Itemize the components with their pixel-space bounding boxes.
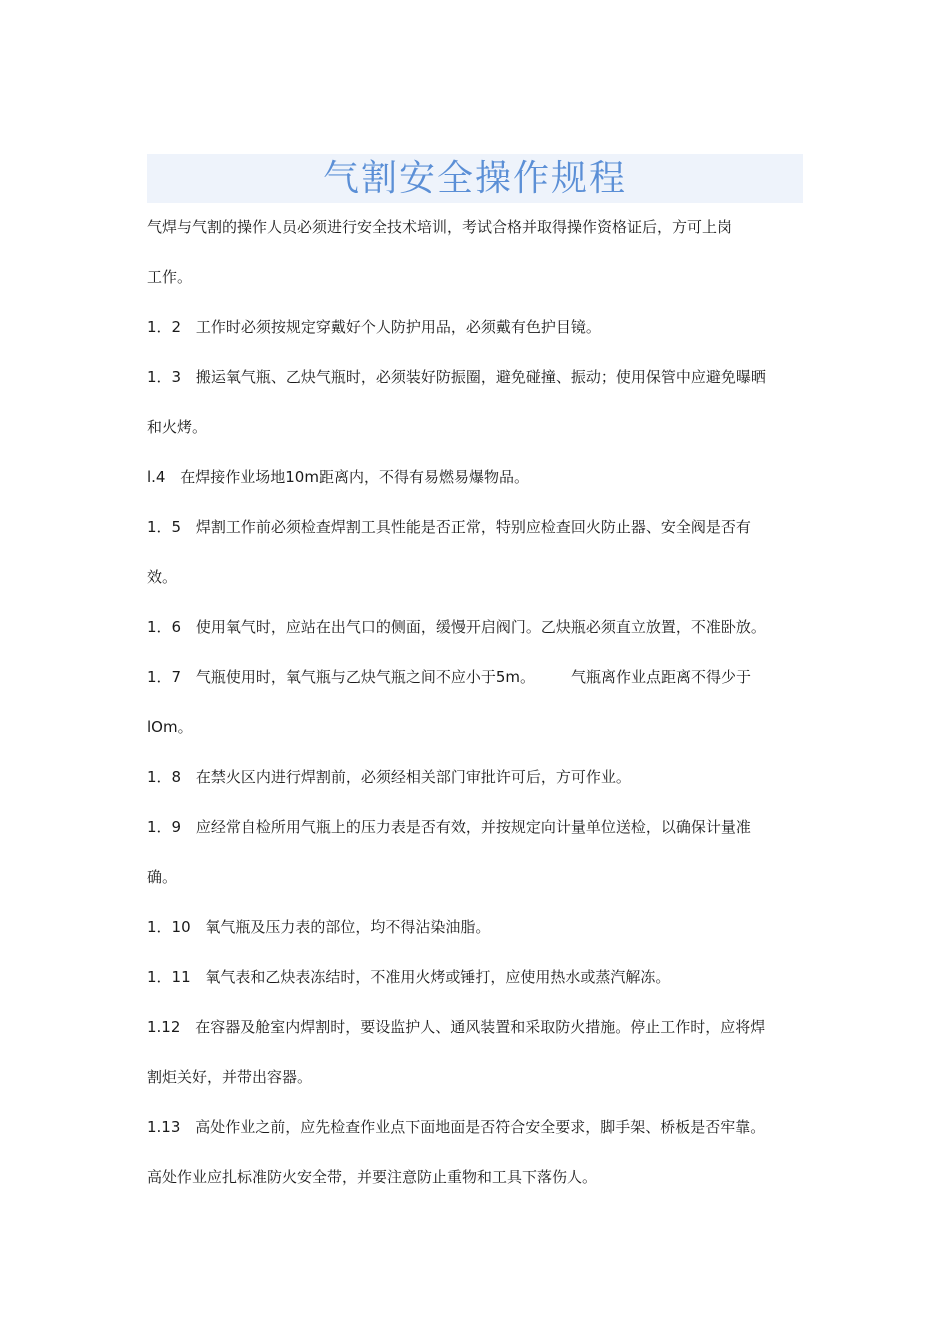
clause-1-13: [147, 1110, 807, 1160]
clause-number: 1．11: [147, 968, 191, 986]
clause-text: 工作时必须按规定穿戴好个人防护用品，必须戴有色护目镜。: [195, 318, 601, 336]
clause-1-8: [147, 760, 807, 810]
clause-text: 在禁火区内进行焊割前，必须经相关部门审批许可后，方可作业。: [195, 768, 631, 786]
title-band: [147, 154, 803, 203]
line-text: 工作。: [147, 268, 193, 286]
clause-1-6: [147, 610, 807, 660]
paragraph-line: [147, 260, 807, 310]
paragraph-line: [147, 210, 807, 260]
paragraph-line: [147, 1160, 807, 1210]
clause-1-2: [147, 310, 807, 360]
clause-1-10: [147, 910, 807, 960]
clause-1-9: [147, 810, 807, 860]
clause-text: 在焊接作业场地10m距离内，不得有易燃易爆物品。: [180, 468, 529, 486]
clause-number: 1．5: [147, 518, 182, 536]
paragraph-line: [147, 710, 807, 760]
clause-number: 1．2: [147, 318, 182, 336]
document-body: [147, 210, 807, 1210]
clause-number: 1.13: [147, 1118, 181, 1136]
clause-text: 高处作业之前，应先检查作业点下面地面是否符合安全要求，脚手架、桥板是否牢靠。: [195, 1118, 766, 1136]
clause-number: l.4: [147, 468, 166, 486]
page-title: 气割安全操作规程: [322, 157, 627, 199]
line-text: 效。: [147, 568, 178, 586]
clause-1-11: [147, 960, 807, 1010]
clause-text: 在容器及舱室内焊割时，要设监护人、通风装置和采取防火措施。停止工作时，应将焊: [195, 1018, 766, 1036]
line-text: 割炬关好，并带出容器。: [147, 1068, 313, 1086]
line-text: 气焊与气割的操作人员必须进行安全技术培训，考试合格并取得操作资格证后，方可上岗: [147, 218, 733, 236]
line-text: 确。: [147, 868, 178, 886]
paragraph-line: [147, 560, 807, 610]
clause-text: 使用氧气时，应站在出气口的侧面，缓慢开启阀门。乙炔瓶必须直立放置，不准卧放。: [195, 618, 766, 636]
clause-text: 氧气瓶及压力表的部位，均不得沾染油脂。: [205, 918, 491, 936]
clause-number: 1．10: [147, 918, 191, 936]
clause-text: 应经常自检所用气瓶上的压力表是否有效，并按规定向计量单位送检，以确保计量准: [195, 818, 751, 836]
clause-1-7: [147, 660, 807, 710]
paragraph-line: [147, 1060, 807, 1110]
clause-number: 1．7: [147, 668, 182, 686]
clause-number: 1．6: [147, 618, 182, 636]
clause-1-3: [147, 360, 807, 410]
clause-number: 1．8: [147, 768, 182, 786]
clause-number: 1．9: [147, 818, 182, 836]
clause-text: 氧气表和乙炔表冻结时，不准用火烤或锤打，应使用热水或蒸汽解冻。: [205, 968, 671, 986]
clause-number: 1.12: [147, 1018, 181, 1036]
clause-text: 气瓶使用时，氧气瓶与乙炔气瓶之间不应小于5m。: [195, 668, 536, 686]
clause-text: 搬运氧气瓶、乙炔气瓶时，必须装好防振圈，避免碰撞、振动；使用保管中应避免曝晒: [195, 368, 766, 386]
line-text: 高处作业应扎标准防火安全带，并要注意防止重物和工具下落伤人。: [147, 1168, 598, 1186]
clause-1-12: [147, 1010, 807, 1060]
clause-1-4: [147, 460, 807, 510]
paragraph-line: [147, 410, 807, 460]
line-text: 和火烤。: [147, 418, 208, 436]
clause-text: 焊割工作前必须检查焊割工具性能是否正常，特别应检查回火防止器、安全阀是否有: [195, 518, 751, 536]
paragraph-line: [147, 860, 807, 910]
line-text: lOm。: [147, 718, 193, 736]
clause-number: 1．3: [147, 368, 182, 386]
clause-text-continued: 气瓶离作业点距离不得少于: [571, 668, 752, 686]
clause-1-5: [147, 510, 807, 560]
